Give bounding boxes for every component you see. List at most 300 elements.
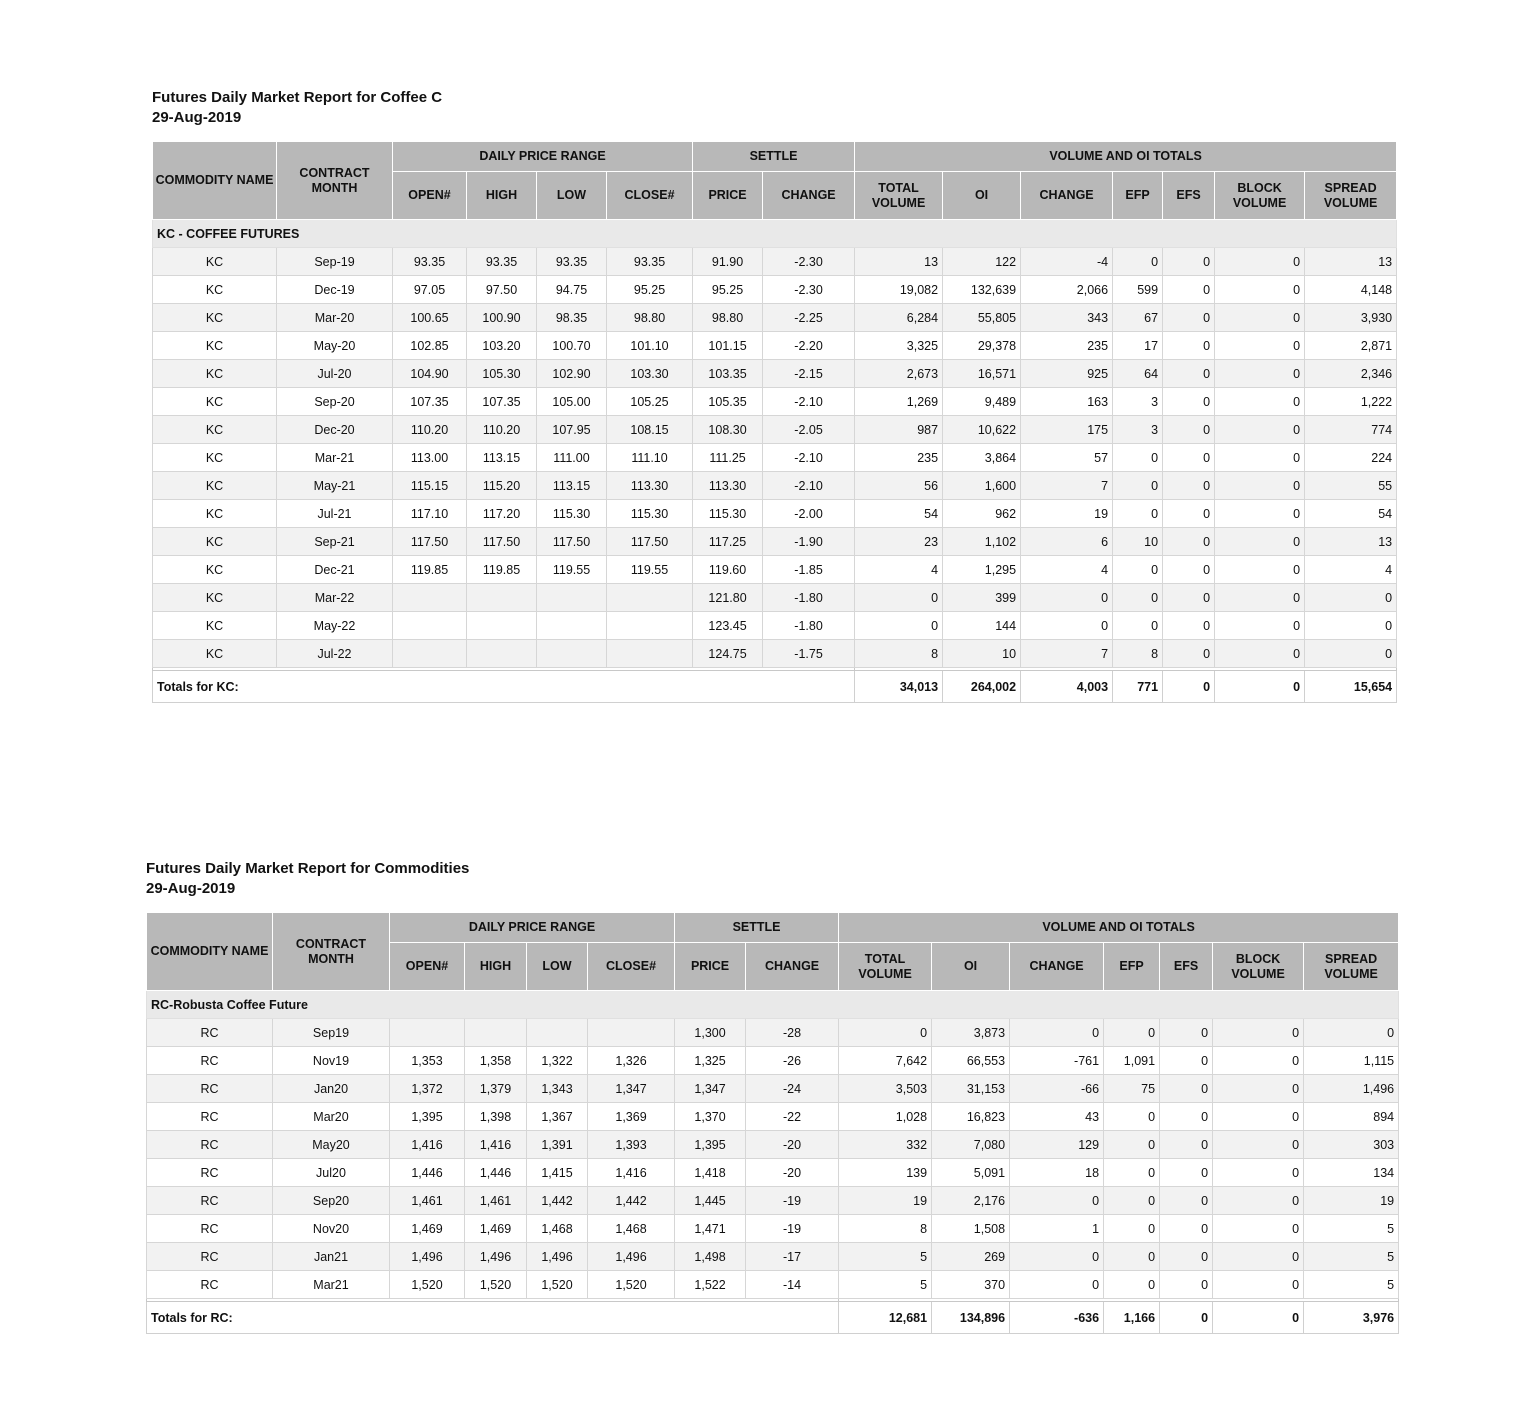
settle-change-cell: -20 [746, 1131, 839, 1159]
table-row [153, 584, 1397, 612]
open-cell: 1,353 [390, 1047, 465, 1075]
commodity-cell: KC [153, 612, 277, 640]
low-cell: 102.90 [537, 360, 607, 388]
total-volume-cell: 23 [855, 528, 943, 556]
oi-cell: 399 [943, 584, 1021, 612]
low-header: LOW [527, 943, 588, 991]
high-cell: 117.20 [467, 500, 537, 528]
oi-cell: 1,600 [943, 472, 1021, 500]
oi-change-cell: 7 [1021, 472, 1113, 500]
close-cell: 1,496 [588, 1243, 675, 1271]
efp-cell: 8 [1113, 640, 1163, 668]
low-cell: 1,391 [527, 1131, 588, 1159]
open-cell: 117.50 [393, 528, 467, 556]
oi-change-total: 4,003 [1021, 671, 1113, 703]
total-volume-cell: 56 [855, 472, 943, 500]
oi-total: 264,002 [943, 671, 1021, 703]
efp-cell: 0 [1104, 1243, 1160, 1271]
efp-cell: 0 [1113, 472, 1163, 500]
close-cell: 93.35 [607, 248, 693, 276]
contract-month-header: CONTRACT MONTH [273, 913, 390, 991]
spread-volume-cell: 0 [1305, 640, 1397, 668]
efp-cell: 3 [1113, 388, 1163, 416]
open-cell: 104.90 [393, 360, 467, 388]
low-cell [527, 1019, 588, 1047]
commodity-name-header: COMMODITY NAME [153, 142, 277, 220]
commodity-cell: KC [153, 500, 277, 528]
block-volume-cell: 0 [1213, 1075, 1304, 1103]
low-cell: 119.55 [537, 556, 607, 584]
block-volume-cell: 0 [1215, 416, 1305, 444]
high-header: HIGH [467, 172, 537, 220]
high-cell: 97.50 [467, 276, 537, 304]
low-cell: 1,343 [527, 1075, 588, 1103]
open-cell: 119.85 [393, 556, 467, 584]
close-cell: 105.25 [607, 388, 693, 416]
table-row [147, 1131, 1399, 1159]
spread-volume-cell: 1,115 [1304, 1047, 1399, 1075]
oi-change-cell: 0 [1010, 1019, 1104, 1047]
high-cell: 103.20 [467, 332, 537, 360]
table-row [153, 556, 1397, 584]
efs-cell: 0 [1160, 1075, 1213, 1103]
low-cell: 1,520 [527, 1271, 588, 1299]
efp-header: EFP [1113, 172, 1163, 220]
high-cell: 119.85 [467, 556, 537, 584]
settle-change-cell: -26 [746, 1047, 839, 1075]
close-cell: 1,442 [588, 1187, 675, 1215]
oi-cell: 7,080 [932, 1131, 1010, 1159]
spread-volume-cell: 5 [1304, 1243, 1399, 1271]
group-label: RC-Robusta Coffee Future [147, 991, 1399, 1019]
close-cell [607, 584, 693, 612]
oi-change-cell: 0 [1010, 1187, 1104, 1215]
oi-cell: 2,176 [932, 1187, 1010, 1215]
close-header: CLOSE# [607, 172, 693, 220]
low-cell: 117.50 [537, 528, 607, 556]
close-cell: 1,468 [588, 1215, 675, 1243]
total-volume-cell: 5 [839, 1271, 932, 1299]
total-volume-cell: 8 [839, 1215, 932, 1243]
low-cell: 113.15 [537, 472, 607, 500]
report-title: Futures Daily Market Report for Commodities [146, 860, 470, 877]
efp-cell: 67 [1113, 304, 1163, 332]
efs-total: 0 [1160, 1302, 1213, 1334]
contract-month-cell: Jan20 [273, 1075, 390, 1103]
settle-price-cell: 117.25 [693, 528, 763, 556]
efs-cell: 0 [1160, 1103, 1213, 1131]
spread-volume-cell: 894 [1304, 1103, 1399, 1131]
block-volume-cell: 0 [1213, 1019, 1304, 1047]
block-volume-total: 0 [1213, 1302, 1304, 1334]
total-volume-cell: 0 [855, 612, 943, 640]
table-row [153, 360, 1397, 388]
high-cell: 105.30 [467, 360, 537, 388]
high-cell: 1,446 [465, 1159, 527, 1187]
table-row [147, 1047, 1399, 1075]
table-row [153, 276, 1397, 304]
commodity-name-header: COMMODITY NAME [147, 913, 273, 991]
oi-change-cell: 0 [1021, 612, 1113, 640]
price-header: PRICE [693, 172, 763, 220]
high-cell: 1,416 [465, 1131, 527, 1159]
settle-change-cell: -19 [746, 1187, 839, 1215]
close-cell: 119.55 [607, 556, 693, 584]
efp-cell: 0 [1113, 444, 1163, 472]
oi-cell: 9,489 [943, 388, 1021, 416]
report-title: Futures Daily Market Report for Coffee C [152, 89, 443, 106]
spread-volume-header: SPREAD VOLUME [1304, 943, 1399, 991]
settle-price-cell: 1,325 [675, 1047, 746, 1075]
oi-cell: 3,873 [932, 1019, 1010, 1047]
open-cell: 1,461 [390, 1187, 465, 1215]
total-volume-cell: 987 [855, 416, 943, 444]
spread-volume-cell: 1,222 [1305, 388, 1397, 416]
efs-cell: 0 [1163, 500, 1215, 528]
close-cell: 113.30 [607, 472, 693, 500]
block-volume-cell: 0 [1215, 500, 1305, 528]
contract-month-cell: May-22 [277, 612, 393, 640]
open-cell [390, 1019, 465, 1047]
oi-change-cell: 18 [1010, 1159, 1104, 1187]
high-cell: 107.35 [467, 388, 537, 416]
table-row [153, 332, 1397, 360]
high-cell: 117.50 [467, 528, 537, 556]
oi-cell: 1,102 [943, 528, 1021, 556]
settle-price-cell: 121.80 [693, 584, 763, 612]
efp-total: 771 [1113, 671, 1163, 703]
contract-month-cell: Jan21 [273, 1243, 390, 1271]
settle-price-cell: 123.45 [693, 612, 763, 640]
settle-change-cell: -1.85 [763, 556, 855, 584]
contract-month-cell: Jul-21 [277, 500, 393, 528]
contract-month-header: CONTRACT MONTH [277, 142, 393, 220]
low-cell: 107.95 [537, 416, 607, 444]
oi-cell: 66,553 [932, 1047, 1010, 1075]
spread-volume-cell: 13 [1305, 248, 1397, 276]
oi-change-cell: -761 [1010, 1047, 1104, 1075]
total-volume-cell: 6,284 [855, 304, 943, 332]
commodity-cell: KC [153, 248, 277, 276]
oi-change-cell: 175 [1021, 416, 1113, 444]
table-row [153, 416, 1397, 444]
high-cell [467, 640, 537, 668]
settle-change-cell: -2.15 [763, 360, 855, 388]
table-row [147, 1019, 1399, 1047]
high-cell: 1,398 [465, 1103, 527, 1131]
efs-cell: 0 [1160, 1047, 1213, 1075]
high-cell: 113.15 [467, 444, 537, 472]
open-cell: 1,520 [390, 1271, 465, 1299]
commodity-cell: KC [153, 556, 277, 584]
efp-cell: 17 [1113, 332, 1163, 360]
contract-month-cell: Jul20 [273, 1159, 390, 1187]
efp-cell: 0 [1104, 1271, 1160, 1299]
change-header: CHANGE [763, 172, 855, 220]
oi-change-cell: 2,066 [1021, 276, 1113, 304]
oi-cell: 370 [932, 1271, 1010, 1299]
daily-price-range-header: DAILY PRICE RANGE [393, 142, 693, 172]
efs-total: 0 [1163, 671, 1215, 703]
oi-change-cell: 19 [1021, 500, 1113, 528]
efp-cell: 0 [1104, 1215, 1160, 1243]
efp-cell: 0 [1104, 1131, 1160, 1159]
total-volume-cell: 2,673 [855, 360, 943, 388]
settle-price-cell: 1,522 [675, 1271, 746, 1299]
settle-header: SETTLE [675, 913, 839, 943]
spread-volume-cell: 0 [1305, 584, 1397, 612]
settle-price-cell: 101.15 [693, 332, 763, 360]
block-volume-cell: 0 [1213, 1187, 1304, 1215]
settle-price-cell: 108.30 [693, 416, 763, 444]
settle-price-cell: 113.30 [693, 472, 763, 500]
oi-change-cell: 163 [1021, 388, 1113, 416]
spread-volume-cell: 303 [1304, 1131, 1399, 1159]
contract-month-cell: Mar-21 [277, 444, 393, 472]
settle-price-cell: 103.35 [693, 360, 763, 388]
commodity-cell: RC [147, 1103, 273, 1131]
close-cell: 1,393 [588, 1131, 675, 1159]
close-cell: 111.10 [607, 444, 693, 472]
oi-change-cell: 343 [1021, 304, 1113, 332]
total-volume-cell: 0 [839, 1019, 932, 1047]
efs-cell: 0 [1160, 1187, 1213, 1215]
efs-cell: 0 [1163, 304, 1215, 332]
high-header: HIGH [465, 943, 527, 991]
high-cell [465, 1019, 527, 1047]
total-volume-cell: 235 [855, 444, 943, 472]
settle-change-cell: -2.10 [763, 472, 855, 500]
commodity-cell: KC [153, 584, 277, 612]
settle-change-cell: -2.20 [763, 332, 855, 360]
close-cell: 108.15 [607, 416, 693, 444]
close-header: CLOSE# [588, 943, 675, 991]
spread-volume-cell: 2,871 [1305, 332, 1397, 360]
volume-oi-totals-header: VOLUME AND OI TOTALS [839, 913, 1399, 943]
oi-change-cell: 0 [1010, 1271, 1104, 1299]
block-volume-cell: 0 [1213, 1103, 1304, 1131]
low-cell: 1,496 [527, 1243, 588, 1271]
contract-month-cell: May-21 [277, 472, 393, 500]
commodity-cell: KC [153, 304, 277, 332]
efs-cell: 0 [1163, 584, 1215, 612]
totals-label: Totals for RC: [147, 1302, 839, 1334]
close-cell: 1,520 [588, 1271, 675, 1299]
efs-cell: 0 [1163, 612, 1215, 640]
block-volume-cell: 0 [1215, 332, 1305, 360]
efs-header: EFS [1163, 172, 1215, 220]
table-row [147, 1215, 1399, 1243]
table-row [153, 612, 1397, 640]
volume-oi-totals-header: VOLUME AND OI TOTALS [855, 142, 1397, 172]
price-header: PRICE [675, 943, 746, 991]
low-cell: 1,442 [527, 1187, 588, 1215]
low-cell: 1,322 [527, 1047, 588, 1075]
settle-price-cell: 1,498 [675, 1243, 746, 1271]
settle-price-cell: 1,347 [675, 1075, 746, 1103]
low-cell: 100.70 [537, 332, 607, 360]
settle-header: SETTLE [693, 142, 855, 172]
total-volume-header: TOTAL VOLUME [839, 943, 932, 991]
table-row [147, 1187, 1399, 1215]
table-row [153, 528, 1397, 556]
efp-total: 1,166 [1104, 1302, 1160, 1334]
contract-month-cell: May-20 [277, 332, 393, 360]
settle-price-cell: 1,300 [675, 1019, 746, 1047]
total-volume-cell: 1,028 [839, 1103, 932, 1131]
oi-cell: 1,295 [943, 556, 1021, 584]
oi-change-cell: 6 [1021, 528, 1113, 556]
commodity-cell: RC [147, 1243, 273, 1271]
settle-change-cell: -14 [746, 1271, 839, 1299]
efp-cell: 599 [1113, 276, 1163, 304]
group-label: KC - COFFEE FUTURES [153, 220, 1397, 248]
oi-change-cell: 129 [1010, 1131, 1104, 1159]
low-cell: 111.00 [537, 444, 607, 472]
oi-change-total: -636 [1010, 1302, 1104, 1334]
spread-volume-cell: 13 [1305, 528, 1397, 556]
block-volume-cell: 0 [1215, 276, 1305, 304]
commodity-cell: KC [153, 472, 277, 500]
open-cell: 1,372 [390, 1075, 465, 1103]
high-cell: 1,520 [465, 1271, 527, 1299]
open-cell: 1,395 [390, 1103, 465, 1131]
commodity-cell: RC [147, 1075, 273, 1103]
spread-volume-cell: 774 [1305, 416, 1397, 444]
efs-cell: 0 [1160, 1215, 1213, 1243]
oi-change-cell: 1 [1010, 1215, 1104, 1243]
close-cell: 1,369 [588, 1103, 675, 1131]
high-cell: 1,461 [465, 1187, 527, 1215]
close-cell: 101.10 [607, 332, 693, 360]
settle-change-cell: -1.80 [763, 584, 855, 612]
total-volume-cell: 332 [839, 1131, 932, 1159]
oi-cell: 144 [943, 612, 1021, 640]
settle-price-cell: 1,395 [675, 1131, 746, 1159]
table-body [153, 220, 1397, 703]
settle-price-cell: 124.75 [693, 640, 763, 668]
block-volume-header: BLOCK VOLUME [1213, 943, 1304, 991]
efp-cell: 0 [1104, 1019, 1160, 1047]
table-row [153, 304, 1397, 332]
spread-volume-cell: 1,496 [1304, 1075, 1399, 1103]
spread-volume-cell: 0 [1305, 612, 1397, 640]
settle-change-cell: -22 [746, 1103, 839, 1131]
spread-volume-cell: 55 [1305, 472, 1397, 500]
commodity-cell: RC [147, 1271, 273, 1299]
close-cell: 95.25 [607, 276, 693, 304]
table-row [153, 444, 1397, 472]
contract-month-cell: Mar-22 [277, 584, 393, 612]
efs-cell: 0 [1163, 528, 1215, 556]
spread-volume-cell: 134 [1304, 1159, 1399, 1187]
open-cell: 97.05 [393, 276, 467, 304]
block-volume-cell: 0 [1213, 1131, 1304, 1159]
close-cell: 117.50 [607, 528, 693, 556]
open-cell: 1,469 [390, 1215, 465, 1243]
block-volume-cell: 0 [1213, 1215, 1304, 1243]
open-cell: 102.85 [393, 332, 467, 360]
total-volume-cell: 8 [855, 640, 943, 668]
close-cell: 115.30 [607, 500, 693, 528]
spread-volume-header: SPREAD VOLUME [1305, 172, 1397, 220]
change-header: CHANGE [746, 943, 839, 991]
total-volume-cell: 4 [855, 556, 943, 584]
block-volume-cell: 0 [1215, 304, 1305, 332]
table-row [153, 388, 1397, 416]
group-row [153, 220, 1397, 248]
oi-change-header: CHANGE [1010, 943, 1104, 991]
commodity-cell: KC [153, 444, 277, 472]
settle-price-cell: 95.25 [693, 276, 763, 304]
contract-month-cell: Nov19 [273, 1047, 390, 1075]
table-row [153, 472, 1397, 500]
oi-total: 134,896 [932, 1302, 1010, 1334]
commodity-cell: KC [153, 388, 277, 416]
open-cell: 93.35 [393, 248, 467, 276]
contract-month-cell: Sep-20 [277, 388, 393, 416]
oi-change-cell: 235 [1021, 332, 1113, 360]
oi-cell: 10 [943, 640, 1021, 668]
block-volume-cell: 0 [1215, 584, 1305, 612]
efp-cell: 0 [1113, 556, 1163, 584]
low-cell: 93.35 [537, 248, 607, 276]
efs-cell: 0 [1163, 444, 1215, 472]
contract-month-cell: Mar21 [273, 1271, 390, 1299]
block-volume-cell: 0 [1215, 360, 1305, 388]
high-cell [467, 612, 537, 640]
oi-change-header: CHANGE [1021, 172, 1113, 220]
settle-change-cell: -28 [746, 1019, 839, 1047]
contract-month-cell: Jul-20 [277, 360, 393, 388]
block-volume-cell: 0 [1215, 388, 1305, 416]
oi-change-cell: 57 [1021, 444, 1113, 472]
block-volume-cell: 0 [1215, 248, 1305, 276]
settle-change-cell: -24 [746, 1075, 839, 1103]
oi-cell: 29,378 [943, 332, 1021, 360]
spread-volume-cell: 2,346 [1305, 360, 1397, 388]
oi-change-cell: 7 [1021, 640, 1113, 668]
settle-price-cell: 1,370 [675, 1103, 746, 1131]
contract-month-cell: Mar20 [273, 1103, 390, 1131]
efs-cell: 0 [1160, 1159, 1213, 1187]
low-cell: 1,367 [527, 1103, 588, 1131]
oi-cell: 962 [943, 500, 1021, 528]
total-volume-cell: 3,325 [855, 332, 943, 360]
high-cell: 1,379 [465, 1075, 527, 1103]
efp-cell: 0 [1113, 612, 1163, 640]
total-volume-cell: 0 [855, 584, 943, 612]
oi-cell: 132,639 [943, 276, 1021, 304]
spread-volume-cell: 4 [1305, 556, 1397, 584]
totals-row [153, 671, 1397, 703]
open-cell: 1,416 [390, 1131, 465, 1159]
efp-cell: 10 [1113, 528, 1163, 556]
block-volume-cell: 0 [1213, 1271, 1304, 1299]
commodity-cell: KC [153, 528, 277, 556]
open-cell: 107.35 [393, 388, 467, 416]
efs-header: EFS [1160, 943, 1213, 991]
commodity-cell: RC [147, 1215, 273, 1243]
open-cell: 117.10 [393, 500, 467, 528]
efs-cell: 0 [1160, 1131, 1213, 1159]
oi-cell: 122 [943, 248, 1021, 276]
table-row [153, 248, 1397, 276]
efp-header: EFP [1104, 943, 1160, 991]
oi-cell: 16,571 [943, 360, 1021, 388]
oi-change-cell: -4 [1021, 248, 1113, 276]
efp-cell: 75 [1104, 1075, 1160, 1103]
